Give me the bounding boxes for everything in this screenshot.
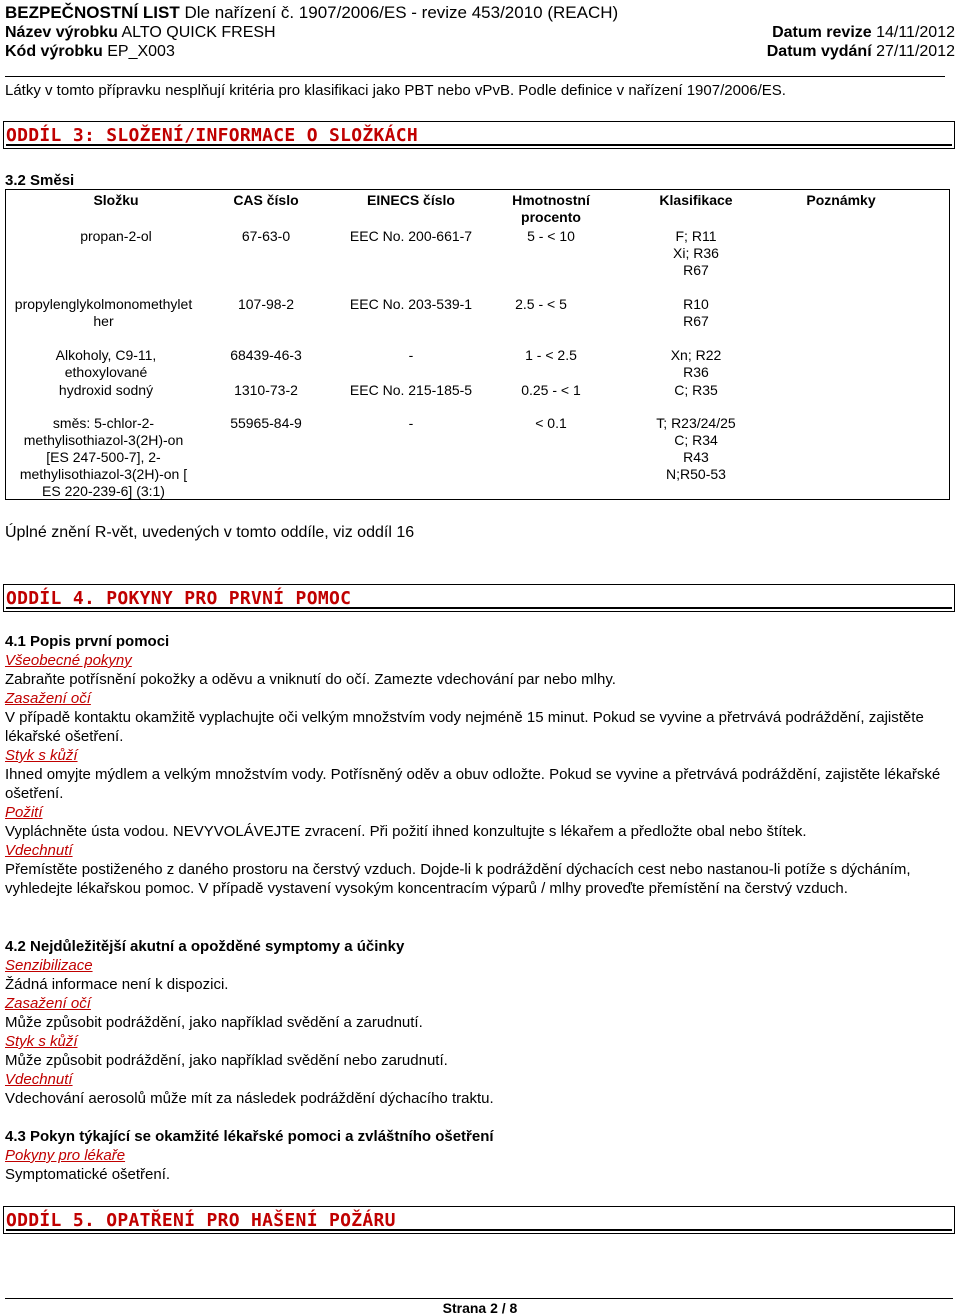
col-header-component: Složku	[93, 192, 139, 208]
col-header-classification: Klasifikace	[659, 192, 733, 208]
table-cell: 107-98-2	[237, 296, 295, 312]
col-header-notes: Poznámky	[806, 192, 876, 208]
col-header-weight: Hmotnostní procento	[512, 192, 590, 225]
table-cell: EEC No. 200-661-7	[349, 228, 473, 244]
section3-heading: ODDÍL 3: SLOŽENÍ/INFORMACE O SLOŽKÁCH	[3, 121, 955, 149]
section3-subtitle: 3.2 Směsi	[5, 172, 75, 189]
sensitization-text: Žádná informace není k dispozici.	[5, 976, 229, 993]
inhalation2-label: Vdechnutí	[5, 1071, 73, 1088]
table-cell: 1 - < 2.5	[525, 347, 577, 363]
eye2-label: Zasažení očí	[5, 995, 91, 1012]
table-cell: T; R23/24/25 C; R34 R43 N;R50-53	[656, 415, 736, 482]
table-cell: 68439-46-3	[230, 347, 302, 363]
table-cell: 55965-84-9	[230, 415, 302, 431]
footer-rule	[5, 1298, 953, 1299]
composition-table	[5, 189, 950, 500]
pbt-note: Látky v tomto přípravku nesplňují kritéria pro klasifikaci jako PBT nebo vPvB. Podle definice v nařízení 1907/2006/ES.	[5, 82, 786, 99]
table-cell: EEC No. 203-539-1	[349, 296, 473, 312]
table-cell: Xn; R22 R36	[670, 347, 722, 380]
skin-label: Styk s kůží	[5, 747, 78, 764]
table-cell: 67-63-0	[241, 228, 291, 244]
page-number: Strana 2 / 8	[442, 1300, 518, 1316]
section4-heading: ODDÍL 4. POKYNY PRO PRVNÍ POMOC	[3, 584, 955, 612]
ingestion-label: Požití	[5, 804, 43, 821]
col-header-einecs: EINECS číslo	[367, 192, 455, 208]
table-cell: hydroxid sodný	[58, 382, 154, 398]
s41-title: 4.1 Popis první pomoci	[5, 633, 170, 650]
table-cell: < 0.1	[535, 415, 567, 431]
table-cell: EEC No. 215-185-5	[349, 382, 473, 398]
product-code: Kód výrobku EP_X003	[5, 43, 175, 60]
table-cell: propan-2-ol	[80, 228, 152, 244]
table-cell: F; R11 Xi; R36 R67	[673, 228, 719, 278]
table-cell: směs: 5-chlor-2- methylisothiazol-3(2H)-on [ES 247-500-7], 2- methylisothiazol-3(2H)-on [ ES 220-239-6] (3:1)	[19, 415, 188, 499]
header-rule	[5, 76, 945, 77]
eye-text: V případě kontaktu okamžitě vyplachujte oči velkým množstvím vody nejméně 15 minut. Pokud se vyvine a přetrvává podráždění, zajistěte lékařské ošetření.	[5, 709, 924, 745]
inhalation-label: Vdechnutí	[5, 842, 73, 859]
table-cell: 2.5 - < 5	[515, 296, 567, 312]
doctor-text: Symptomatické ošetření.	[5, 1166, 171, 1183]
product-name: Název výrobku ALTO QUICK FRESH	[5, 24, 276, 41]
rphrases-note: Úplné znění R-vět, uvedených v tomto oddíle, viz oddíl 16	[5, 524, 415, 541]
s42-title: 4.2 Nejdůležitější akutní a opožděné symptomy a účinky	[5, 938, 405, 955]
issue-date: Datum vydání 27/11/2012	[766, 43, 955, 60]
skin-text: Ihned omyjte mýdlem a velkým množstvím vody. Potřísněný oděv a obuv odložte. Pokud se vyvine a přetrvává podráždění, zajistěte lékařské ošetření.	[5, 766, 941, 802]
eye2-text: Může způsobit podráždění, jako například svědění a zarudnutí.	[5, 1014, 423, 1031]
s43-title: 4.3 Pokyn týkající se okamžité lékařské pomoci a zvláštního ošetření	[5, 1128, 494, 1145]
revision-date: Datum revize 14/11/2012	[772, 24, 955, 41]
col-header-cas: CAS číslo	[233, 192, 299, 208]
table-cell: 1310-73-2	[234, 382, 298, 398]
general-text: Zabraňte potřísnění pokožky a oděvu a vniknutí do očí. Zamezte vdechování par nebo mlhy.	[5, 671, 616, 688]
document-title: BEZPEČNOSTNÍ LIST Dle nařízení č. 1907/2006/ES - revize 453/2010 (REACH)	[5, 3, 619, 22]
table-cell: 0.25 - < 1	[521, 382, 581, 398]
skin2-text: Může způsobit podráždění, jako například svědění nebo zarudnutí.	[5, 1052, 448, 1069]
doctor-label: Pokyny pro lékaře	[5, 1147, 126, 1164]
eye-label: Zasažení očí	[5, 690, 91, 707]
ingestion-text: Vypláchněte ústa vodou. NEVYVOLÁVEJTE zvracení. Při požití ihned konzultujte s lékařem a předložte obal nebo štítek.	[5, 823, 807, 840]
general-label: Všeobecné pokyny	[5, 652, 132, 669]
table-cell: -	[408, 415, 414, 431]
table-cell: propylenglykolmonomethylet her	[14, 296, 193, 329]
inhalation2-text: Vdechování aerosolů může mít za následek podráždění dýchacího traktu.	[5, 1090, 494, 1107]
section5-heading: ODDÍL 5. OPATŘENÍ PRO HAŠENÍ POŽÁRU	[3, 1206, 955, 1234]
sensitization-label: Senzibilizace	[5, 957, 93, 974]
skin2-label: Styk s kůží	[5, 1033, 78, 1050]
table-cell: -	[408, 347, 414, 363]
inhalation-text: Přemístěte postiženého z daného prostoru na čerstvý vzduch. Dojde-li k podráždění dýchacích cest nebo nastanou-li potíže s dýcháním, vyhledejte lékařskou pomoc. V případě vystavení vysokým koncentracím výparů / mlhy proveďte přemístění na čerstvý vzduch.	[5, 861, 911, 897]
table-cell: Alkoholy, C9-11, ethoxylované	[55, 347, 157, 380]
table-cell: 5 - < 10	[527, 228, 575, 244]
table-cell: C; R35	[674, 382, 718, 398]
table-cell: R10 R67	[683, 296, 709, 329]
